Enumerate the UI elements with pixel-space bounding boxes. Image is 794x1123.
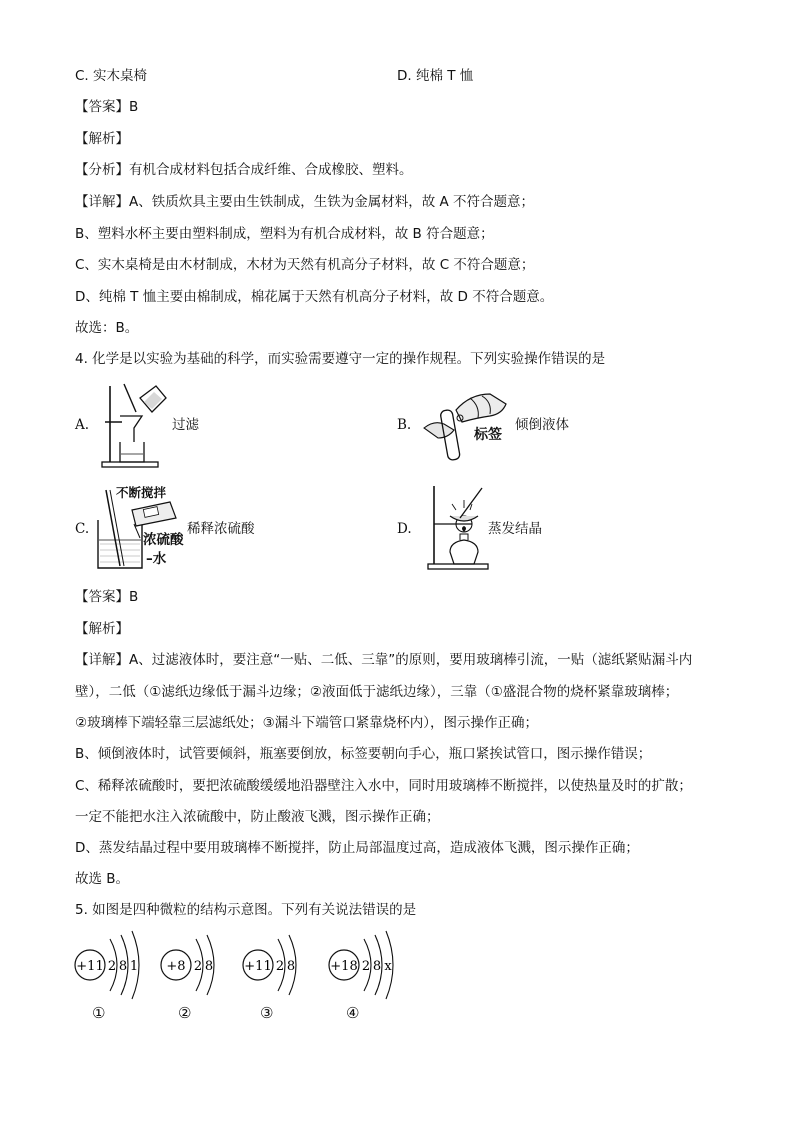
detail-b: B、塑料水杯主要由塑料制成，塑料为有机合成材料，故 B 符合题意； [75,226,494,242]
label-water: –水 [146,551,167,567]
nucleus-charge: +11 [76,959,104,974]
nucleus-charge: +18 [330,959,358,974]
option-b-letter: B. [397,417,412,433]
option-c: C. 实木桌椅 [75,68,148,84]
label-tag-figure: 标签 [474,427,502,443]
shell-electron-count: 2 [275,959,285,974]
shell-electron-count: 2 [361,959,371,974]
option-a-letter: A. [75,417,90,433]
option-a-caption: 过滤 [172,417,199,433]
detail-c: C、实木桌椅是由木材制成，木材为天然有机高分子材料，故 C 不符合题意； [75,257,535,273]
detail-a: A、铁质炊具主要由生铁制成，生铁为金属材料，故 A 不符合题意； [129,194,535,210]
option-d: D. 纯棉 T 恤 [397,68,474,84]
fenxi-text: 有机合成材料包括合成纤维、合成橡胶、塑料。 [129,162,413,178]
q3-fenxi-line [75,161,413,179]
nucleus-charge: +11 [244,959,272,974]
answer-value: B [129,589,139,605]
atom-diagram-2 [158,930,238,1000]
detail-tag: 【详解】 [75,652,129,668]
q4-detail-line-5: C、稀释浓硫酸时，要把浓硫酸缓缓地沿器壁注入水中，同时用玻璃棒不断搅拌，以使热量及时的扩散； [75,778,692,794]
label-stir: 不断搅拌 [116,485,167,500]
q4-stem: 4. 化学是以实验为基础的科学，而实验需要遵守一定的操作规程。下列实验操作错误的是 [75,351,606,367]
q3-answer-line [75,98,138,116]
particle-label: ③ [260,1004,274,1022]
option-d-letter: D. [397,521,412,537]
option-b-caption: 倾倒液体 [515,417,569,433]
detail-text: A、过滤液体时，要注意“一贴、二低、三靠”的原则，要用玻璃棒引流，一贴（滤纸紧贴漏斗内 [129,652,693,668]
shell-electron-count: 2 [193,959,203,974]
shell-electron-count: 8 [118,959,128,974]
particle-label: ② [178,1004,192,1022]
atom-diagram-3 [240,930,320,1000]
label-water-text: 水 [152,551,167,567]
shell-electron-count: 1 [129,959,139,974]
answer-tag: 【答案】 [75,99,129,115]
particle-label: ① [92,1004,106,1022]
q4-detail-line-2: 壁），二低（①滤纸边缘低于漏斗边缘；②液面低于滤纸边缘），三靠（①盛混合物的烧杯紧靠玻璃棒； [75,684,679,700]
detail-tag: 【详解】 [75,194,129,210]
option-d-caption: 蒸发结晶 [488,521,542,537]
q4-detail-line-7: D、蒸发结晶过程中要用玻璃棒不断搅拌，防止局部温度过高，造成液体飞溅，图示操作正确； [75,840,639,856]
option-c-caption: 稀释浓硫酸 [187,521,255,537]
shell-electron-count: 8 [204,959,214,974]
filtration-figure [96,382,171,470]
option-c-letter: C. [75,521,90,537]
shell-electron-count: 8 [372,959,382,974]
answer-tag: 【答案】 [75,589,129,605]
label-conc-acid: 浓硫酸 [143,532,184,548]
q3-detail-line [75,193,534,211]
q4-choose: 故选 B。 [75,871,130,887]
evaporation-figure [420,482,492,572]
shell-electron-count: 2 [107,959,117,974]
q4-analysis-tag: 【解析】 [75,621,129,637]
q3-choose: 故选：B。 [75,320,139,336]
q4-detail-line-3: ②玻璃棒下端轻靠三层滤纸处；③漏斗下端管口紧靠烧杯内），图示操作正确； [75,715,538,731]
detail-d: D、纯棉 T 恤主要由棉制成，棉花属于天然有机高分子材料，故 D 不符合题意。 [75,289,554,305]
atom-diagram-1 [72,930,152,1000]
answer-value: B [129,99,139,115]
shell-electron-count: 8 [286,959,296,974]
q4-detail-line-6: 一定不能把水注入浓硫酸中，防止酸液飞溅，图示操作正确； [75,809,440,825]
pouring-figure [420,384,512,464]
atom-diagram-4 [326,930,406,1000]
shell-electron-count: x [384,959,392,974]
nucleus-charge: +8 [166,959,186,974]
particle-label: ④ [346,1004,360,1022]
fenxi-tag: 【分析】 [75,162,129,178]
q4-detail-line-4: B、倾倒液体时，试管要倾斜，瓶塞要倒放，标签要朝向手心，瓶口紧挨试管口，图示操作错误； [75,746,652,762]
q5-stem: 5. 如图是四种微粒的结构示意图。下列有关说法错误的是 [75,902,417,918]
q4-answer-line [75,588,138,606]
q4-detail-line-1 [75,651,692,669]
q3-analysis-tag: 【解析】 [75,131,129,147]
